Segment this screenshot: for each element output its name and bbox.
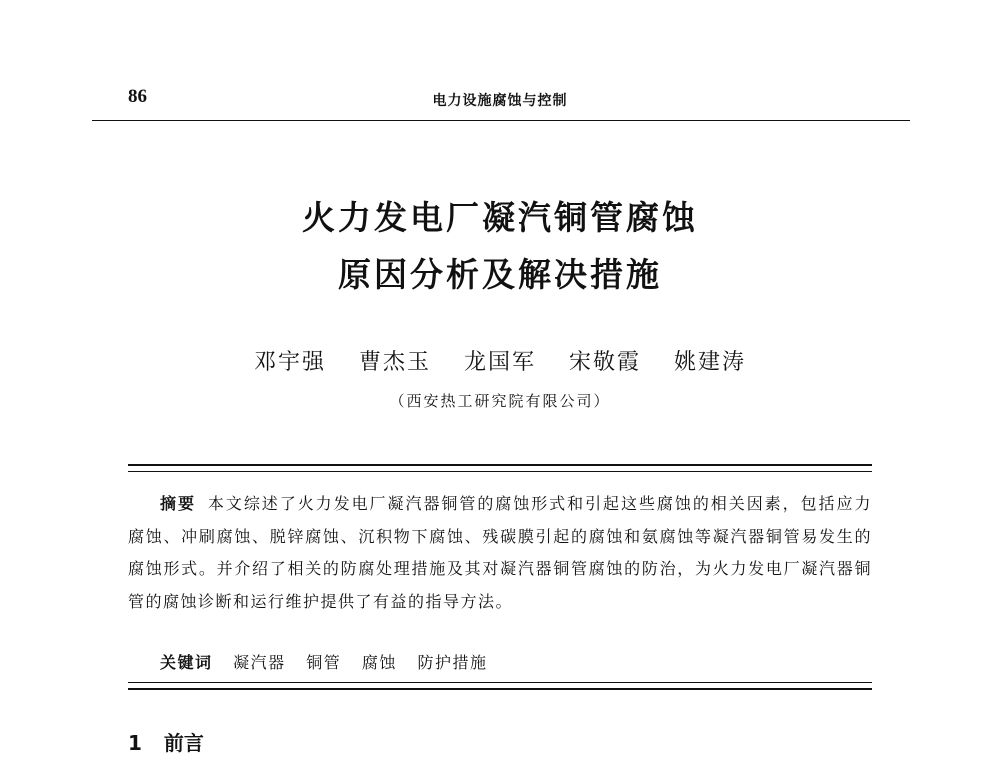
title-line-2: 原因分析及解决措施: [338, 255, 662, 294]
abstract-text: 本文综述了火力发电厂凝汽器铜管的腐蚀形式和引起这些腐蚀的相关因素，包括应力腐蚀、冲刷腐蚀、脱锌腐蚀、沉积物下腐蚀、残碳膜引起的腐蚀和氨腐蚀等凝汽器铜管易发生的腐蚀形式。并介绍了相关的防腐处理措施及其对凝汽器铜管腐蚀的防治，为火力发电厂凝汽器铜管的腐蚀诊断和运行维护提供了有益的指导方法。: [128, 494, 872, 611]
keywords-label: 关键词: [160, 653, 213, 672]
section-number: 1: [128, 731, 142, 755]
keywords: [160, 650, 501, 673]
author: 曹杰玉: [358, 350, 431, 375]
section-heading: [128, 727, 204, 756]
abstract-bottom-rule: [128, 688, 872, 690]
abstract-top-rule-thin: [128, 471, 872, 472]
header-rule: [92, 120, 910, 121]
keyword: 凝汽器: [233, 653, 286, 672]
author: 姚建涛: [674, 350, 747, 375]
keyword: 防护措施: [417, 653, 488, 672]
author-list: [0, 345, 1000, 376]
abstract-label: 摘要: [160, 494, 196, 513]
running-header: 电力设施腐蚀与控制: [432, 93, 568, 109]
author: 邓宇强: [253, 350, 326, 375]
page-number: 86: [128, 86, 147, 107]
title-line-1: 火力发电厂凝汽铜管腐蚀: [302, 198, 698, 237]
abstract-top-rule: [128, 464, 872, 466]
abstract: [128, 488, 872, 618]
keyword: 腐蚀: [361, 653, 397, 672]
keyword: 铜管: [306, 653, 342, 672]
abstract-bottom-rule-thin: [128, 682, 872, 683]
affiliation: （西安热工研究院有限公司）: [389, 392, 611, 410]
author: 宋敬霞: [569, 350, 642, 375]
section-title: 前言: [163, 731, 204, 755]
author: 龙国军: [463, 350, 536, 375]
